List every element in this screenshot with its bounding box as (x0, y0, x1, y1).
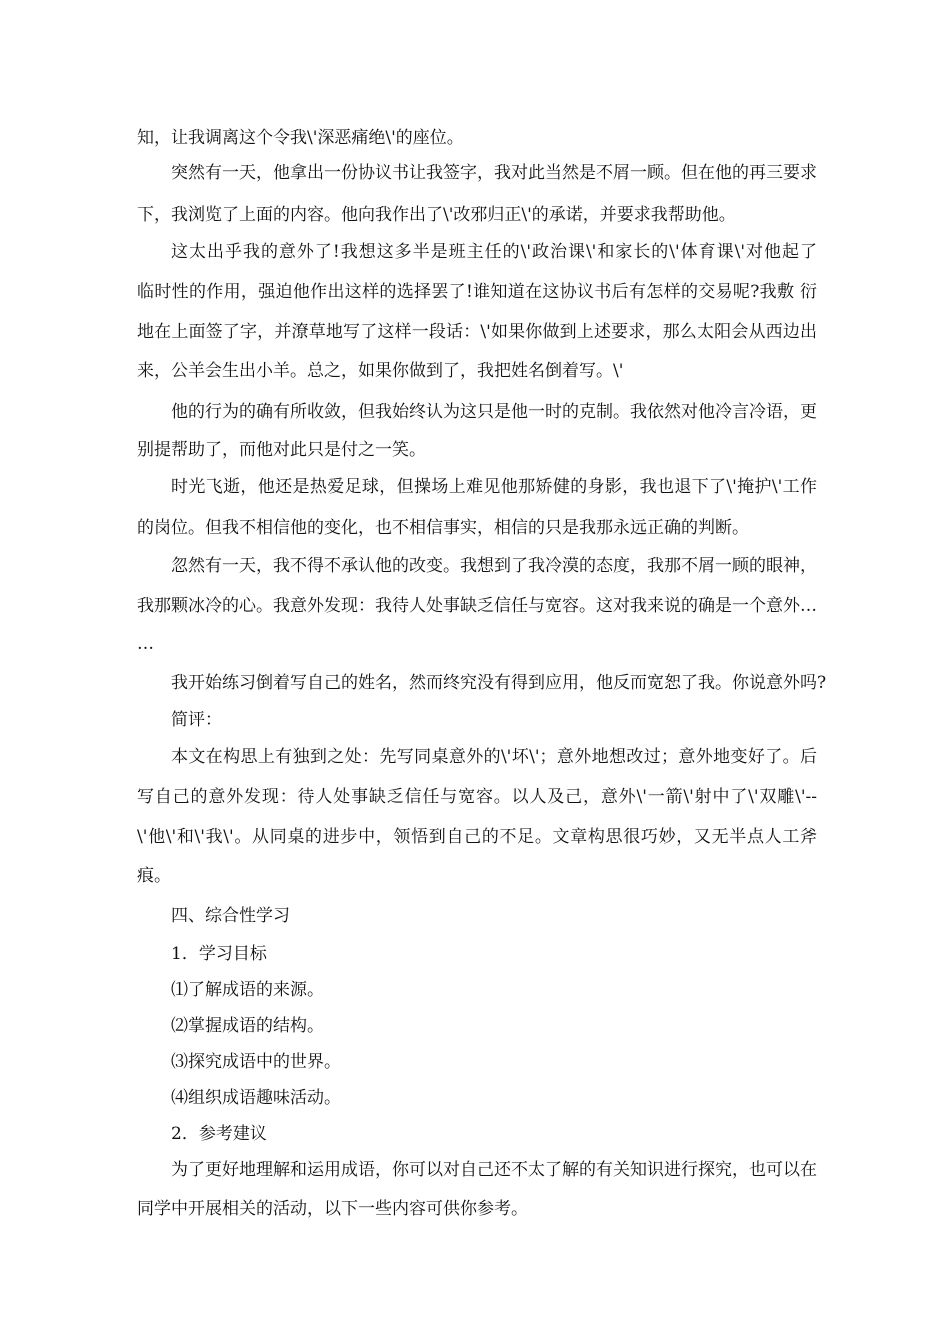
list-item: ⑴了解成语的来源。 (171, 980, 324, 1000)
text-line: 时光飞逝，他还是热爱足球，但操场上难见他那矫健的身影，我也退下了\'掩护\'工作 (171, 477, 817, 497)
subsection-heading: 1．学习目标 (171, 944, 267, 964)
text-line: 忽然有一天，我不得不承认他的改变。我想到了我冷漠的态度，我那不屑一顾的眼神， (171, 556, 817, 576)
list-item: ⑷组织成语趣味活动。 (171, 1088, 341, 1108)
text-line: 痕。 (137, 866, 171, 886)
text-line: 同学中开展相关的活动，以下一些内容可供你参考。 (137, 1199, 528, 1219)
section-heading: 四、综合性学习 (171, 906, 290, 926)
subsection-heading: 2．参考建议 (171, 1124, 267, 1144)
text-line: 知，让我调离这个令我\'深恶痛绝\'的座位。 (137, 128, 464, 148)
text-line: 下，我浏览了上面的内容。他向我作出了\'改邪归正\'的承诺，并要求我帮助他。 (137, 205, 736, 225)
text-line: 地在上面签了字，并潦草地写了这样一段话：\'如果你做到上述要求，那么太阳会从西边出 (137, 322, 817, 342)
text-line: 的岗位。但我不相信他的变化，也不相信事实，相信的只是我那永远正确的判断。 (137, 518, 749, 538)
text-line: 突然有一天，他拿出一份协议书让我签字，我对此当然是不屑一顾。但在他的再三要求 (171, 163, 817, 183)
list-item: ⑶探究成语中的世界。 (171, 1052, 341, 1072)
text-line: 本文在构思上有独到之处：先写同桌意外的\'坏\'；意外地想改过；意外地变好了。后 (171, 747, 817, 767)
text-line: 临时性的作用，强迫他作出这样的选择罢了!谁知道在这协议书后有怎样的交易呢?我敷 衍 (137, 282, 817, 302)
text-line: 我那颗冰冷的心。我意外发现：我待人处事缺乏信任与宽容。这对我来说的确是一个意外… (137, 596, 817, 616)
text-line: \'他\'和\'我\'。从同桌的进步中，领悟到自己的不足。文章构思很巧妙，又无半点人工斧 (137, 827, 817, 847)
text-line: … (137, 634, 154, 654)
text-line: 为了更好地理解和运用成语，你可以对自己还不太了解的有关知识进行探究，也可以在 (171, 1160, 817, 1180)
text-line: 我开始练习倒着写自己的姓名，然而终究没有得到应用，他反而宽恕了我。你说意外吗? (171, 673, 827, 693)
list-item: ⑵掌握成语的结构。 (171, 1016, 324, 1036)
text-line: 别提帮助了，而他对此只是付之一笑。 (137, 440, 426, 460)
text-line: 这太出乎我的意外了!我想这多半是班主任的\'政治课\'和家长的\'体育课\'对他起了 (171, 242, 817, 262)
text-line: 简评： (171, 710, 222, 730)
text-line: 他的行为的确有所收敛，但我始终认为这只是他一时的克制。我依然对他冷言冷语，更 (171, 402, 817, 422)
text-line: 来，公羊会生出小羊。总之，如果你做到了，我把姓名倒着写。\' (137, 361, 624, 381)
text-line: 写自己的意外发现：待人处事缺乏信任与宽容。以人及己，意外\'一箭\'射中了\'双雕\'-- (137, 787, 817, 807)
